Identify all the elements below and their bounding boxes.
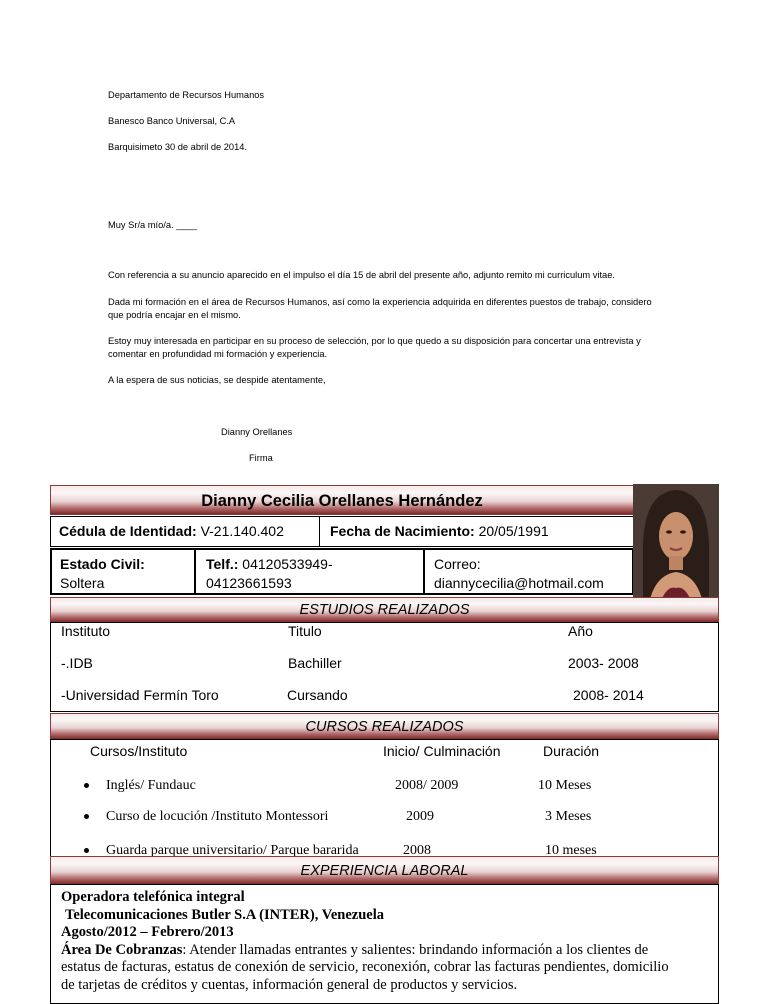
phone-label: Telf.: [206, 556, 239, 572]
bullet-icon [84, 814, 89, 819]
bullet-icon [84, 783, 89, 788]
course-dates: 2008 [403, 843, 431, 856]
studies-header-title: Titulo [288, 623, 322, 639]
letter-recipient-company: Banesco Banco Universal, C.A [108, 116, 236, 126]
email-label: Correo: [434, 556, 481, 572]
job-area-label: Área De Cobranzas [61, 941, 183, 958]
studies-cell-institute: -Universidad Fermín Toro [61, 687, 219, 703]
cv-name-bar [50, 485, 634, 515]
cedula-value: V-21.140.402 [200, 523, 284, 539]
studies-header-year: Año [568, 623, 593, 639]
studies-header-institute: Instituto [61, 623, 111, 639]
list-item [0, 842, 768, 856]
birth-value: 20/05/1991 [478, 523, 549, 539]
courses-header-dates: Inicio/ Culminación [383, 743, 501, 759]
cv-contact-divider-2 [423, 548, 425, 595]
studies-bar [50, 597, 719, 623]
courses-title: CURSOS REALIZADOS [305, 719, 464, 735]
courses-bar [50, 713, 719, 740]
birth-field [330, 522, 549, 540]
course-dates: 2009 [406, 809, 434, 824]
letter-recipient-dept: Departamento de Recursos Humanos [108, 90, 265, 100]
course-duration: 10 meses [545, 843, 597, 856]
cedula-field [59, 522, 284, 540]
course-name: Inglés/ Fundauc [106, 778, 196, 793]
civil-status-label: Estado Civil: [60, 556, 145, 572]
cv-contact-divider-1 [194, 548, 196, 595]
email-value: diannycecilia@hotmail.com [434, 575, 604, 591]
phone-field [206, 555, 333, 593]
job-description-1: : Atender llamadas entrantes y salientes: brindando información a los clientes de [182, 941, 649, 958]
studies-cell-title: Bachiller [288, 655, 342, 671]
courses-header-duration: Duración [543, 743, 600, 759]
course-duration: 10 Meses [538, 778, 592, 793]
letter-salutation: Muy Sr/a mío/a. ____ [108, 220, 197, 230]
email-field [434, 555, 604, 593]
letter-paragraph-3: Estoy muy interesada en participar en su proceso de selección, por lo que quedo a su disposición para concertar una entrevista y comentar en profundidad mi formación y experiencia. [108, 336, 641, 359]
course-name: Curso de locución /Instituto Montessori [106, 809, 329, 824]
letter-paragraph-1: Con referencia a su anuncio aparecido en el impulso el día 15 de abril del presente año, adjunto remito mi curriculum vitae. [108, 270, 615, 280]
experience-content [61, 889, 721, 994]
letter-signer: Dianny Orellanes [221, 427, 293, 437]
cv-name: Dianny Cecilia Orellanes Hernández [201, 492, 483, 510]
bullet-icon [84, 848, 89, 853]
course-dates: 2008/ 2009 [395, 778, 459, 793]
courses-header-course: Cursos/Instituto [90, 743, 188, 759]
job-title: Operadora telefónica integral [61, 889, 245, 905]
job-company: Telecomunicaciones Butler S.A (INTER), Venezuela [65, 906, 385, 923]
course-name: Guarda parque universitario/ Parque bararida [106, 843, 359, 856]
letter-paragraph-2: Dada mi formación en el área de Recursos Humanos, así como la experiencia adquirida en diferentes puestos de trabajo, considero que podría encajar en el mismo. [108, 297, 652, 320]
birth-label: Fecha de Nacimiento: [330, 523, 475, 539]
studies-cell-year: 2003- 2008 [568, 655, 639, 671]
phone-1: 04120533949- [242, 556, 333, 572]
letter-date: Barquisimeto 30 de abril de 2014. [108, 142, 248, 152]
phone-2: 04123661593 [206, 575, 292, 591]
cv-id-divider [319, 516, 320, 547]
cedula-label: Cédula de Identidad: [59, 523, 197, 539]
studies-cell-title: Cursando [287, 687, 348, 703]
studies-cell-year: 2008- 2014 [573, 687, 644, 703]
job-description-3: de tarjetas de créditos y cuentas, información general de productos y servicios. [61, 976, 518, 993]
job-description-line-1 [61, 942, 721, 960]
job-period: Agosto/2012 – Febrero/2013 [61, 924, 234, 940]
letter-signature-label: Firma [249, 453, 273, 463]
studies-cell-institute: -.IDB [61, 655, 93, 671]
experience-title: EXPERIENCIA LABORAL [300, 863, 469, 879]
letter-paragraph-4: A la espera de sus noticias, se despide atentamente, [108, 375, 326, 385]
studies-title: ESTUDIOS REALIZADOS [299, 602, 470, 618]
experience-bar [50, 856, 719, 885]
civil-status-value: Soltera [60, 575, 105, 591]
civil-status-field [60, 555, 145, 593]
course-duration: 3 Meses [545, 809, 592, 824]
job-description-2: estatus de facturas, estatus de conexión de servicio, reconexión, cobrar las facturas pendientes, domicilio [61, 959, 669, 975]
